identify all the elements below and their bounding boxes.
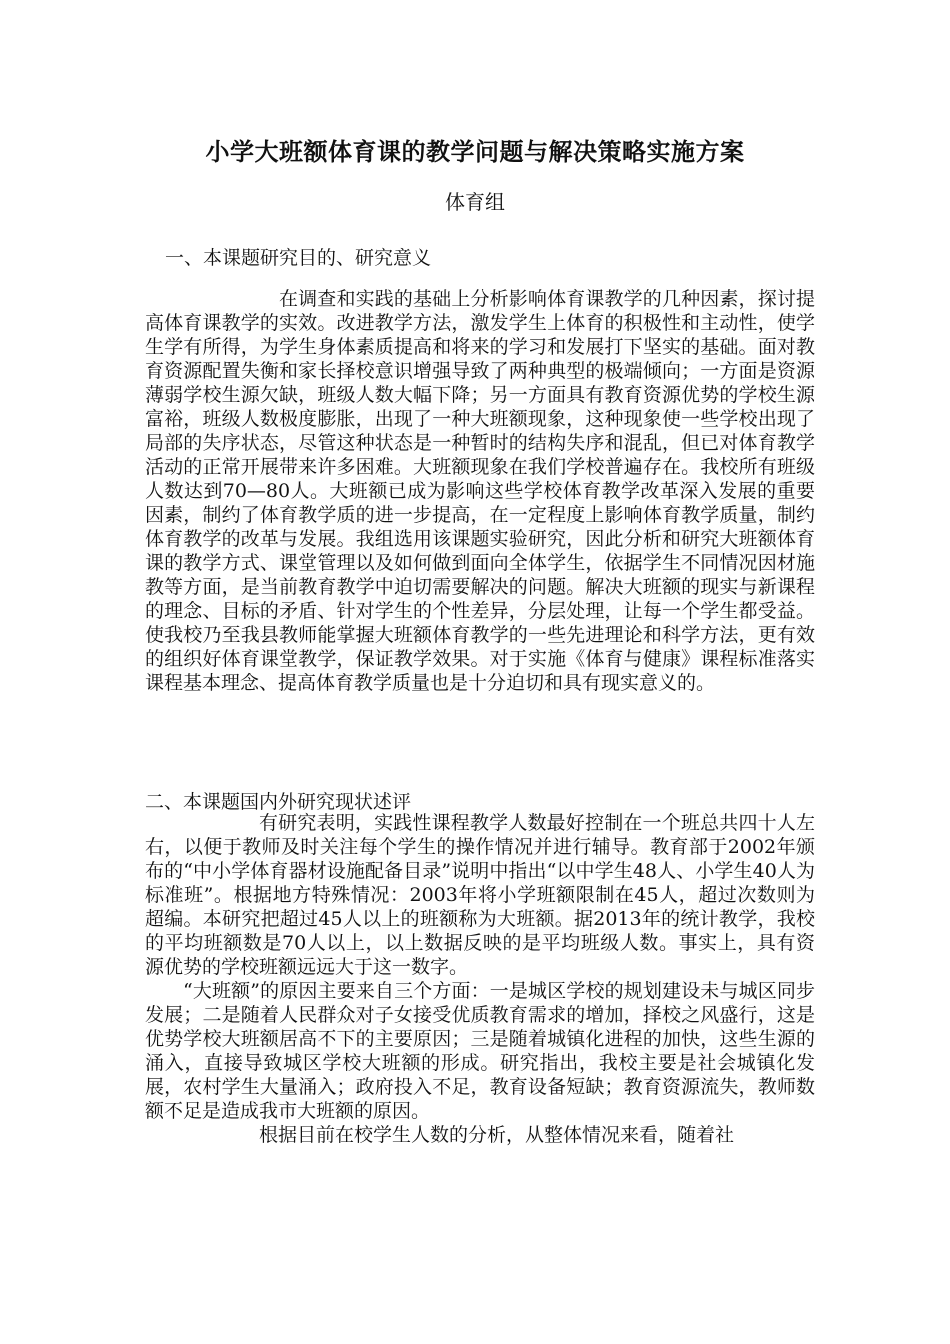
paragraph: 在调查和实践的基础上分析影响体育课教学的几种因素，探讨提高体育课教学的实效。改进教学方法，激发学生上体育的积极性和主动性，使学生学有所得，为学生身体素质提高和将来的学习和发展打下坚实的基础。面对教育资源配置失衡和家长择校意识增强导致了两种典型的极端倾向；一方面是资源薄弱学校生源欠缺，班级人数大幅下降；另一方面具有教育资源优势的学校生源富裕，班级人数极度膨胀，出现了一种大班额现象，这种现象使一些学校出现了局部的失序状态，尽管这种状态是一种暂时的结构失序和混乱，但已对体育教学活动的正常开展带来许多困难。大班额现象在我们学校普遍存在。我校所有班级人数达到70—80人。大班额已成为影响这些学校体育教学改革深入发展的重要因素，制约了体育教学质的进一步提高，在一定程度上影响体育教学质量，制约体育教学的改革与发展。我组选用该课题实验研究，因此分析和研究大班额体育课的教学方式、课堂管理以及如何做到面向全体学生，依据学生不同情况因材施教等方面，是当前教育教学中迫切需要解决的问题。解决大班额的现实与新课程的理念、目标的矛盾、针对学生的个性差异，分层处理，让每一个学生都受益。使我校乃至我县教师能掌握大班额体育教学的一些先进理论和科学方法，更有效的组织好体育课堂教学，保证教学效果。对于实施《体育与健康》课程标准落实课程基本理念、提高体育教学质量也是十分迫切和具有现实意义的。 <box>145 288 815 694</box>
paragraph: 根据目前在校学生人数的分析，从整体情况来看，随着社 <box>259 1124 735 1146</box>
section-1-body <box>145 287 815 695</box>
paragraph: “大班额”的原因主要来自三个方面：一是城区学校的规划建设未与城区同步发展；二是随着人民群众对子女接受优质教育需求的增加，择校之风盛行，这是优势学校大班额居高不下的主要原因；三是随着城镇化进程的加快，这些生源的涌入，直接导致城区学校大班额的形成。研究指出，我校主要是社会城镇化发展，农村学生大量涌入；政府投入不足，教育设备短缺；教育资源流失，教师数额不足是造成我市大班额的原因。 <box>145 980 815 1122</box>
section-2-body <box>145 811 815 1147</box>
section-heading-2: 二、本课题国内外研究现状述评 <box>145 791 412 813</box>
paragraph: 有研究表明，实践性课程教学人数最好控制在一个班总共四十人左右，以便于教师及时关注每个学生的操作情况并进行辅导。教育部于2002年颁布的“中小学体育器材设施配备目录”说明中指出“以中学生48人、小学生40人为标准班”。根据地方特殊情况：2003年将小学班额限制在45人，超过次数则为超编。本研究把超过45人以上的班额称为大班额。据2013年的统计教学，我校的平均班额数是70人以上，以上数据反映的是平均班级人数。事实上，具有资源优势的学校班额远远大于这一数字。 <box>145 812 815 978</box>
document-author: 体育组 <box>445 190 505 214</box>
document-title: 小学大班额体育课的教学问题与解决策略实施方案 <box>205 137 745 166</box>
section-heading-1: 一、本课题研究目的、研究意义 <box>165 247 432 269</box>
